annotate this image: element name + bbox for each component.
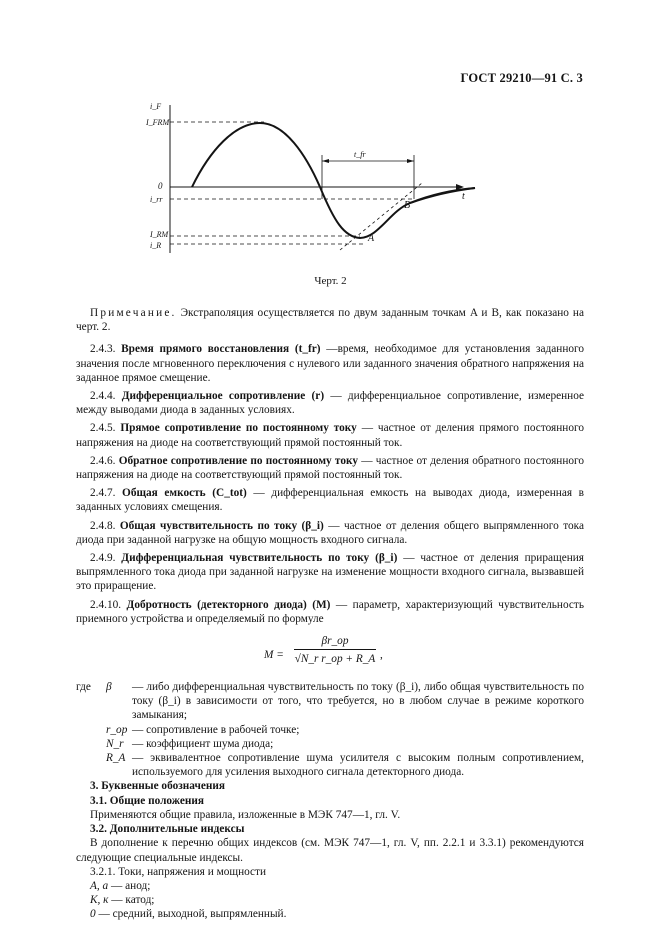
definition-item [76,454,584,482]
definition-item [76,598,584,626]
item-symbol: (M) [312,598,331,611]
definition-item [76,486,584,514]
where-block [76,680,584,779]
item-term: Обратное сопротивление по постоянному току [118,454,358,467]
section-3-2-title: 3.2. Дополнительные индексы [90,823,245,836]
item-text: — дифференциальное сопротивление, измеренное между выводами диода в заданных условиях. [76,390,585,417]
formula-lhs: M = [264,649,284,662]
item-term: Дифференциальная чувствительность по току [121,552,370,565]
section-3-1-title: 3.1. Общие положения [90,794,204,807]
item-symbol: (C_tot) [212,487,247,500]
tfr-arrow-right [407,159,414,163]
where-key: N_r [106,737,124,750]
item-term: Дифференциальное сопротивление [121,390,306,403]
formula-comma: , [380,649,383,662]
item-term: Общая чувствительность по току [119,519,298,532]
label-tfr: t_fr [354,150,366,159]
index-key: K, к [90,894,109,907]
label-ifrm: I_FRM [146,118,170,127]
where-key: β [106,681,112,694]
definition-item [76,389,584,417]
item-number: 2.4.5. [90,422,116,435]
item-term: Время прямого восстановления [121,343,290,356]
note-text: Экстраполяция осуществляется по двум заданным точкам A и B, как показано на черт. 2. [76,307,584,334]
definition-item [76,421,584,449]
note-paragraph [76,306,584,334]
label-point-a: A [368,233,375,244]
index-item [76,879,584,893]
document-body [76,306,584,922]
formula-numerator: βr_op [294,634,376,650]
section-3-title: 3. Буквенные обозначения [90,780,225,793]
item-term: Общая емкость [122,487,206,500]
figure-caption: Черт. 2 [314,275,347,287]
recovery-waveform-figure [130,95,530,260]
extrapolation-line [340,183,422,250]
definition-item [76,551,584,594]
where-text: — сопротивление в рабочей точке; [132,723,300,736]
index-key: 0 [90,908,96,921]
index-text: — катод; [108,894,155,907]
current-waveform [192,123,475,238]
section-3-1-text: Применяются общие правила, изложенные в МЭК 747—1, гл. V. [90,808,401,821]
page-header: ГОСТ 29210—91 С. 3 [460,71,583,85]
section-3-2-text: В дополнение к перечню общих индексов (см. МЭК 747—1, гл. V, пп. 2.2.1 и 3.3.1) рекомендуются следующие специальные индексы. [76,837,584,864]
where-defs [106,680,584,779]
item-number: 2.4.9. [90,552,116,565]
index-key: A, a [90,879,109,892]
index-item [76,893,584,907]
definition-item [76,519,584,547]
note-prefix: Примечание. [90,307,177,319]
item-symbol: (t_fr) [294,343,321,356]
item-number: 2.4.7. [90,487,116,500]
item-number: 2.4.4. [90,390,116,403]
where-key: R_A [106,752,126,765]
item-term: Прямое сопротивление по постоянному току [120,422,357,435]
item-symbol: (β_i) [301,519,324,532]
label-t: t [462,191,465,202]
where-text: — коэффициент шума диода; [132,737,274,750]
item-number: 2.4.10. [90,598,122,611]
item-number: 2.4.8. [90,519,116,532]
index-text: — средний, выходной, выпрямленный. [95,908,287,921]
index-text: — анод; [108,879,151,892]
label-irr: i_rr [150,195,163,204]
item-number: 2.4.6. [90,454,116,467]
tail-curve [410,188,475,203]
label-if: i_F [150,102,162,111]
formula [76,634,584,674]
where-prefix: где [76,681,91,694]
formula-denominator: √N_r r_op + R_A [294,653,376,666]
item-text: — дифференциальная емкость на выводах диода, измеренная в заданных условиях смещения. [76,487,584,514]
tfr-arrow-left [322,159,329,163]
label-ir: i_R [150,241,162,250]
item-text: — частное от деления прямого постоянного напряжения на диоде на соответствующий прямой постоянный ток. [76,422,584,449]
item-text: —время, необходимое для установления заданного значения после мгновенного переключения с нулевого или заданного значения обратного напряжения на заданное прямое смещение. [76,343,585,384]
definition-item [76,342,584,385]
where-text: — эквивалентное сопротивление шума усилителя с высоким полным сопротивлением, используемого для усиления выходного сигнала детекторного диода. [132,752,584,779]
section-3-2-1: 3.2.1. Токи, напряжения и мощности [90,865,267,878]
item-text: — частное от деления приращения выпрямленного тока диода при заданной нагрузке на изменение мощности входного сигнала, вызвавшей это приращение. [76,552,584,593]
item-text: — параметр, характеризующий чувствительность приемного устройства и определяемый по формуле [76,598,585,625]
item-term: Добротность (детекторного диода) [126,598,307,611]
item-symbol: (r) [311,390,325,403]
item-number: 2.4.3. [90,343,116,356]
label-zero: 0 [158,181,163,191]
index-list [76,879,584,922]
item-text: — частное от деления обратного постоянного напряжения на диоде на соответствующий прямой постоянный ток. [76,454,585,482]
where-key: r_op [106,723,128,736]
item-text: — частное от деления общего выпрямленного тока диода при заданной нагрузке на общую мощность входного сигнала. [76,519,584,546]
label-point-b: B [404,200,411,211]
item-symbol: (β_i) [375,552,398,565]
where-text: — либо дифференциальная чувствительность по току (β_i), либо общая чувствительность по току (β_i) в зависимости от того, что требуется, но в любом случае в режиме короткого замыкания; [132,681,584,722]
formula-fraction [294,634,376,666]
definitions-list [76,342,584,626]
index-item [76,907,584,921]
label-irm: I_RM [150,230,169,239]
